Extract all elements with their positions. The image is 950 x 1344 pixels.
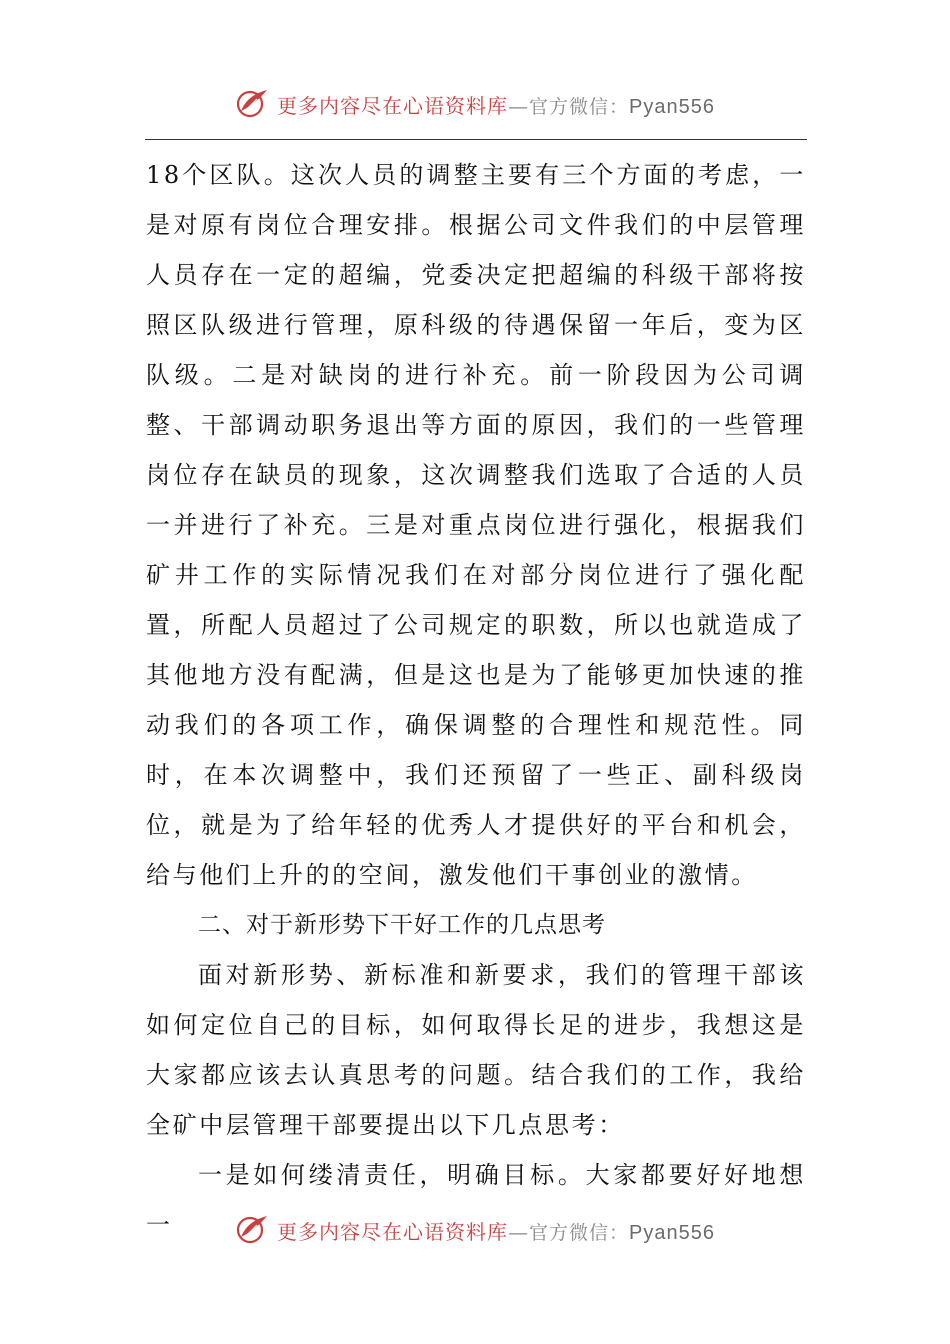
footer-watermark — [0, 1210, 950, 1250]
body-paragraph: 面对新形势、新标准和新要求，我们的管理干部该如何定位自己的目标，如何取得长足的进步，我想这是大家都应该去认真思考的问题。结合我们的工作，我给全矿中层管理干部要提出以下几点思考： — [146, 961, 806, 1139]
section-heading: 二、对于新形势下干好工作的几点思考 — [198, 912, 606, 938]
watermark-wechat-id: Pyan556 — [629, 1221, 715, 1244]
watermark-label: 官方微信： — [529, 1221, 630, 1244]
body-paragraph: 一是如何缕清责任，明确目标。大家都要好好地想一 — [146, 1161, 806, 1239]
watermark-dash: — — [508, 93, 529, 118]
quill-logo-icon — [235, 1213, 269, 1247]
watermark-label: 官方微信： — [529, 95, 630, 118]
quill-logo-icon — [235, 87, 269, 121]
watermark-text: 更多内容尽在心语资料库 — [277, 93, 508, 118]
header-watermark — [0, 84, 950, 124]
document-body — [146, 150, 806, 1250]
body-paragraph: 18个区队。这次人员的调整主要有三个方面的考虑，一是对原有岗位合理安排。根据公司文件我们的中层管理人员存在一定的超编，党委决定把超编的科级干部将按照区队级进行管理，原科级的待遇保留一年后，变为区队级。二是对缺岗的进行补充。前一阶段因为公司调整、干部调动职务退出等方面的原因，我们的一些管理岗位存在缺员的现象，这次调整我们选取了合适的人员一并进行了补充。三是对重点岗位进行强化，根据我们矿井工作的实际情况我们在对部分岗位进行了强化配置，所配人员超过了公司规定的职数，所以也就造成了其他地方没有配满，但是这也是为了能够更加快速的推动我们的各项工作，确保调整的合理性和规范性。同时，在本次调整中，我们还预留了一些正、副科级岗位，就是为了给年轻的优秀人才提供好的平台和机会，给与他们上升的的空间，激发他们干事创业的激情。 — [146, 161, 806, 889]
header-divider — [145, 139, 807, 140]
watermark-dash: — — [508, 1219, 529, 1244]
watermark-text: 更多内容尽在心语资料库 — [277, 1219, 508, 1244]
watermark-wechat-id: Pyan556 — [629, 95, 715, 118]
